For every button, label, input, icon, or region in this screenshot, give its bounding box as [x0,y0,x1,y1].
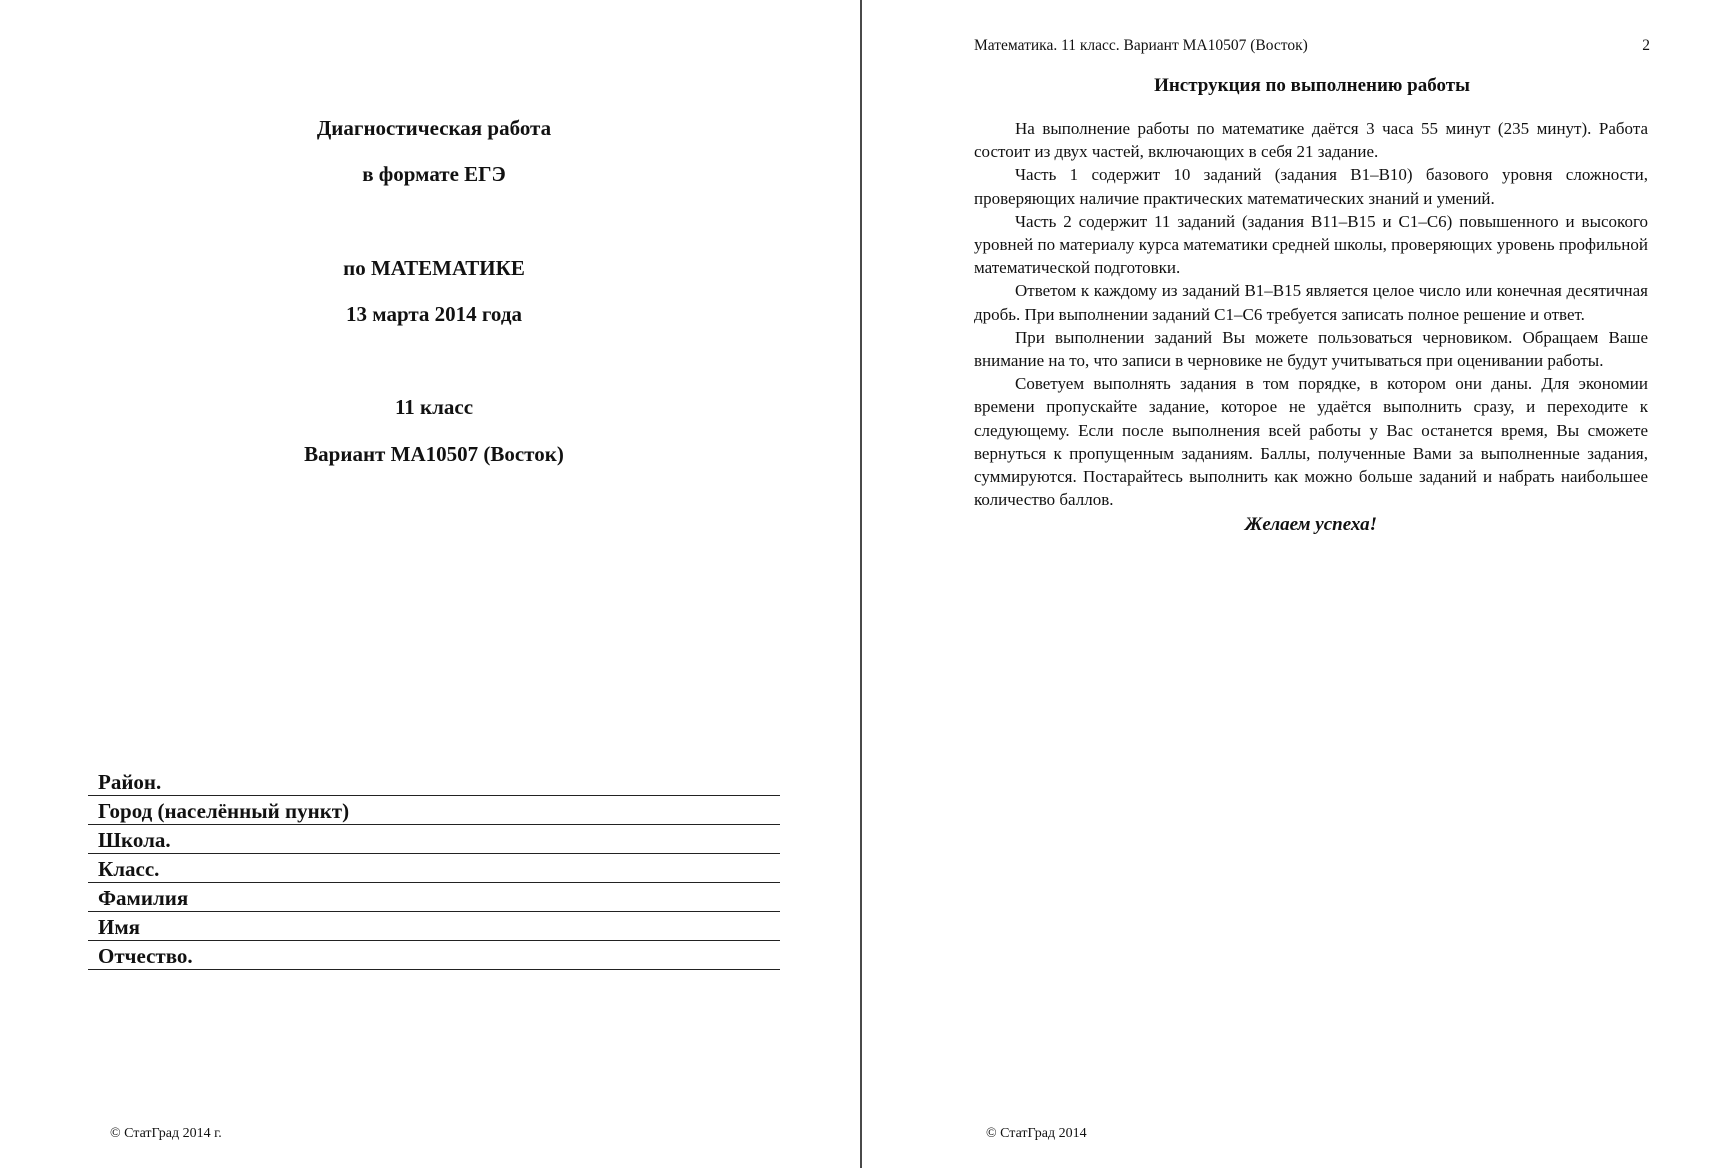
student-info-form [88,767,780,970]
form-row-city [88,796,780,825]
form-label-district: Район. [98,770,162,794]
instructions-text [974,117,1648,537]
form-label-school: Школа. [98,828,171,852]
right-copyright: © СтатГрад 2014 [986,1126,1087,1141]
section-title: Инструкция по выполнению работы [1154,75,1470,96]
paragraph-draft: При выполнении заданий Вы можете пользоваться черновиком. Обращаем Ваше внимание на то, что записи в черновике не будут учитываться при оценивании работы. [974,327,1648,371]
paragraph-duration: На выполнение работы по математике даётся 3 часа 55 минут (235 минут). Работа состоит из двух частей, включающих в себя 21 задание. [974,119,1648,162]
form-label-patronymic: Отчество. [98,944,193,968]
closing-wish: Желаем успеха! [1244,514,1378,536]
left-copyright: © СтатГрад 2014 г. [110,1126,222,1141]
instructions-page [862,0,1720,1168]
title-variant: Вариант МА10507 (Восток) [304,442,564,466]
form-label-city: Город (населённый пункт) [98,799,350,823]
form-label-class: Класс. [98,857,160,881]
title-grade: 11 класс [394,395,474,419]
form-row-patronymic [88,941,780,970]
form-row-name [88,912,780,941]
form-label-surname: Фамилия [98,886,189,910]
form-row-surname [88,883,780,912]
paragraph-answers: Ответом к каждому из заданий В1–В15 является целое число или конечная десятичная дробь. При выполнении заданий С1–С6 требуется записать полное решение и ответ. [974,281,1648,324]
form-row-district [88,767,780,796]
running-header-title: Математика. 11 класс. Вариант МА10507 (Восток) [974,37,1308,54]
paragraph-part-2: Часть 2 содержит 11 заданий (задания В11–В15 и С1–С6) повышенного и высокого уровней по материалу курса математики средней школы, проверяющих уровень профильной математической подготовки. [974,211,1648,278]
title-work-type: Диагностическая работа [316,116,552,140]
title-date: 13 марта 2014 года [346,302,522,326]
title-format: в формате ЕГЭ [362,162,506,186]
page-number: 2 [1642,37,1650,54]
title-subject: по МАТЕМАТИКЕ [343,256,525,280]
form-row-school [88,825,780,854]
form-row-class [88,854,780,883]
form-label-name: Имя [98,915,140,939]
paragraph-part-1: Часть 1 содержит 10 заданий (задания В1–В10) базового уровня сложности, проверяющих наличие практических математических знаний и умений. [974,165,1648,208]
paragraph-advice: Советуем выполнять задания в том порядке, в котором они даны. Для экономии времени пропускайте задание, которое не удаётся выполнить сразу, и переходите к следующему. Если после выполнения всей работы у Вас останется время, Вы сможете вернуться к пропущенным заданиям. Баллы, полученные Вами за выполненные задания, суммируются. Постарайтесь выполнить как можно больше заданий и набрать наибольшее количество баллов. [974,374,1648,510]
